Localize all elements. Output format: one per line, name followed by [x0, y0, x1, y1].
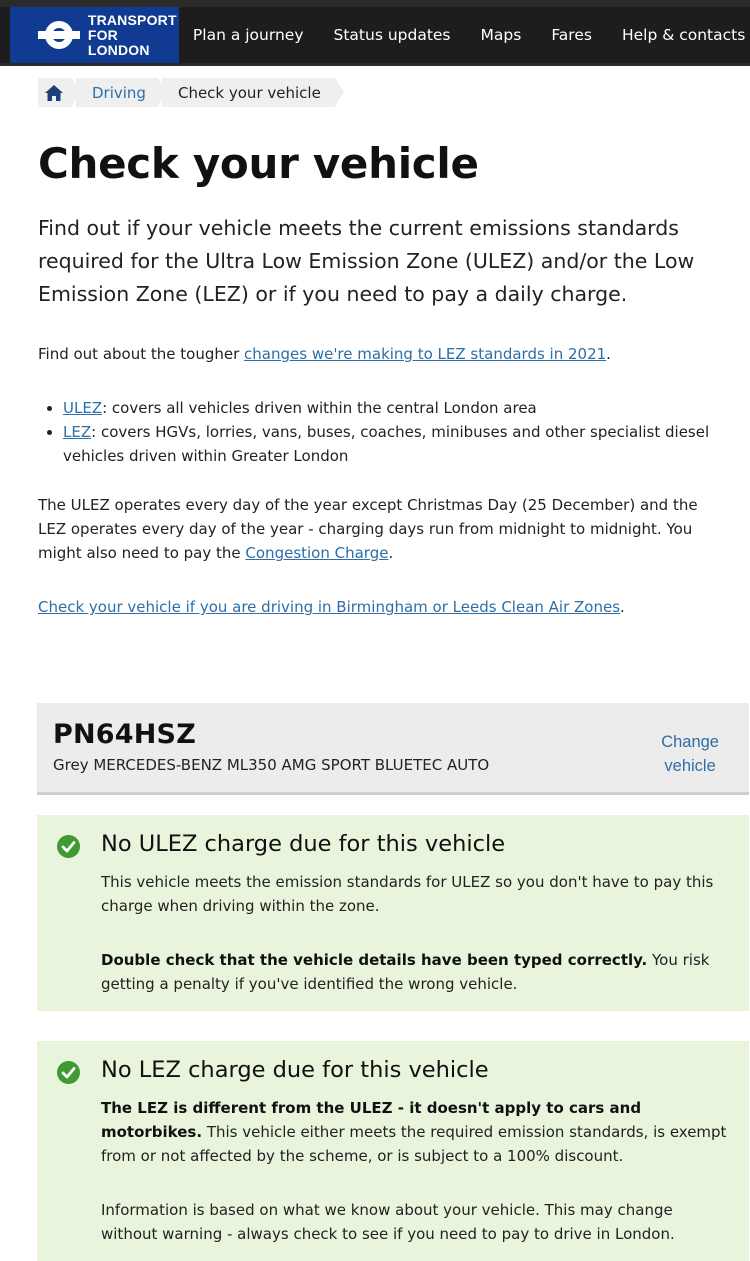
clean-air-zones-link[interactable]: Check your vehicle if you are driving in Birmingham or Leeds Clean Air Zones: [38, 598, 621, 616]
lez-result-info: Information is based on what we know about your vehicle. This may change without warning - always check to see if you need to pay to drive in London.: [101, 1201, 675, 1243]
lez-body-bold: The LEZ is different from the ULEZ - it doesn't apply to cars and motorbikes.: [101, 1099, 642, 1141]
congestion-charge-link[interactable]: Congestion Charge: [245, 544, 389, 562]
ulez-result-body: This vehicle meets the emission standards for ULEZ so you don't have to pay this charge when driving within the zone.: [101, 873, 714, 915]
ulez-link[interactable]: ULEZ: [63, 399, 103, 417]
nav-maps[interactable]: Maps: [480, 26, 522, 44]
tfl-logo[interactable]: [10, 7, 179, 63]
lez-result-title: No LEZ charge due for this vehicle: [101, 1057, 489, 1083]
breadcrumb-driving[interactable]: Driving: [76, 78, 158, 107]
nav-status-updates[interactable]: Status updates: [333, 26, 451, 44]
operating-days-paragraph: [38, 493, 728, 565]
ulez-result-title: No ULEZ charge due for this vehicle: [101, 831, 506, 857]
page-title: Check your vehicle: [38, 139, 479, 188]
nav-fares[interactable]: Fares: [551, 26, 592, 44]
check-circle-icon: [57, 835, 80, 858]
zone-item-lez: [63, 420, 723, 468]
breadcrumb-home[interactable]: [38, 78, 72, 107]
lez-link[interactable]: LEZ: [63, 423, 92, 441]
vehicle-summary: [37, 703, 749, 795]
home-icon: [44, 84, 64, 102]
lez-result-body: [101, 1096, 731, 1168]
operating-suffix: .: [388, 544, 394, 562]
brand-line-1: TRANSPORT: [87, 11, 177, 28]
clean-air-zones-paragraph: [38, 595, 728, 619]
nav-help-contacts[interactable]: Help & contacts: [621, 26, 746, 44]
lez-changes-link[interactable]: changes we're making to LEZ standards in 2021: [244, 345, 607, 363]
ulez-warning-bold: Double check that the vehicle details have been typed correctly.: [101, 951, 648, 969]
breadcrumb-current: Check your vehicle: [162, 78, 335, 107]
vehicle-registration: PN64HSZ: [53, 719, 196, 750]
roundel-icon: [38, 21, 78, 49]
operating-days-text: The ULEZ operates every day of the year except Christmas Day (25 December) and the LEZ operates every day of the year - charging days run from midnight to midnight. You might also need to pay the: [38, 496, 698, 562]
change-vehicle-link[interactable]: [661, 730, 719, 778]
change-vehicle-line-2: vehicle: [664, 757, 716, 775]
check-circle-icon: [57, 1061, 80, 1084]
lead-paragraph: Find out if your vehicle meets the current emissions standards required for the Ultra Low Emission Zone (ULEZ) and/or the Low Emission Zone (LEZ) or if you need to pay a daily charge.: [38, 216, 695, 306]
top-strip: [0, 0, 750, 7]
caz-suffix: .: [620, 598, 625, 616]
ulez-description: : covers all vehicles driven within the central London area: [102, 399, 537, 417]
ulez-result-warning: [101, 948, 731, 996]
zones-list: [38, 396, 723, 468]
lez-description: : covers HGVs, lorries, vans, buses, coaches, minibuses and other specialist diesel vehicles driven within Greater London: [63, 423, 710, 465]
tougher-suffix: .: [606, 345, 611, 363]
ulez-warning-text: You risk getting a penalty if you've identified the wrong vehicle.: [101, 951, 710, 993]
tougher-prefix: Find out about the tougher: [38, 345, 245, 363]
nav-plan-a-journey[interactable]: Plan a journey: [192, 26, 304, 44]
change-vehicle-line-1: Change: [661, 733, 719, 751]
ulez-result-panel: [37, 815, 749, 1011]
tougher-standards-paragraph: [38, 342, 728, 366]
breadcrumb: [38, 78, 750, 107]
vehicle-description: Grey MERCEDES-BENZ ML350 AMG SPORT BLUETEC AUTO: [53, 756, 490, 774]
main-navigation: [0, 7, 750, 66]
lez-body-text: This vehicle either meets the required emission standards, is exempt from or not affected by the scheme, or is subject to a 100% discount.: [101, 1123, 727, 1165]
brand-name: [88, 13, 179, 58]
zone-item-ulez: [63, 396, 723, 420]
lez-result-panel: [37, 1041, 749, 1261]
brand-line-2: FOR LONDON: [87, 26, 150, 58]
